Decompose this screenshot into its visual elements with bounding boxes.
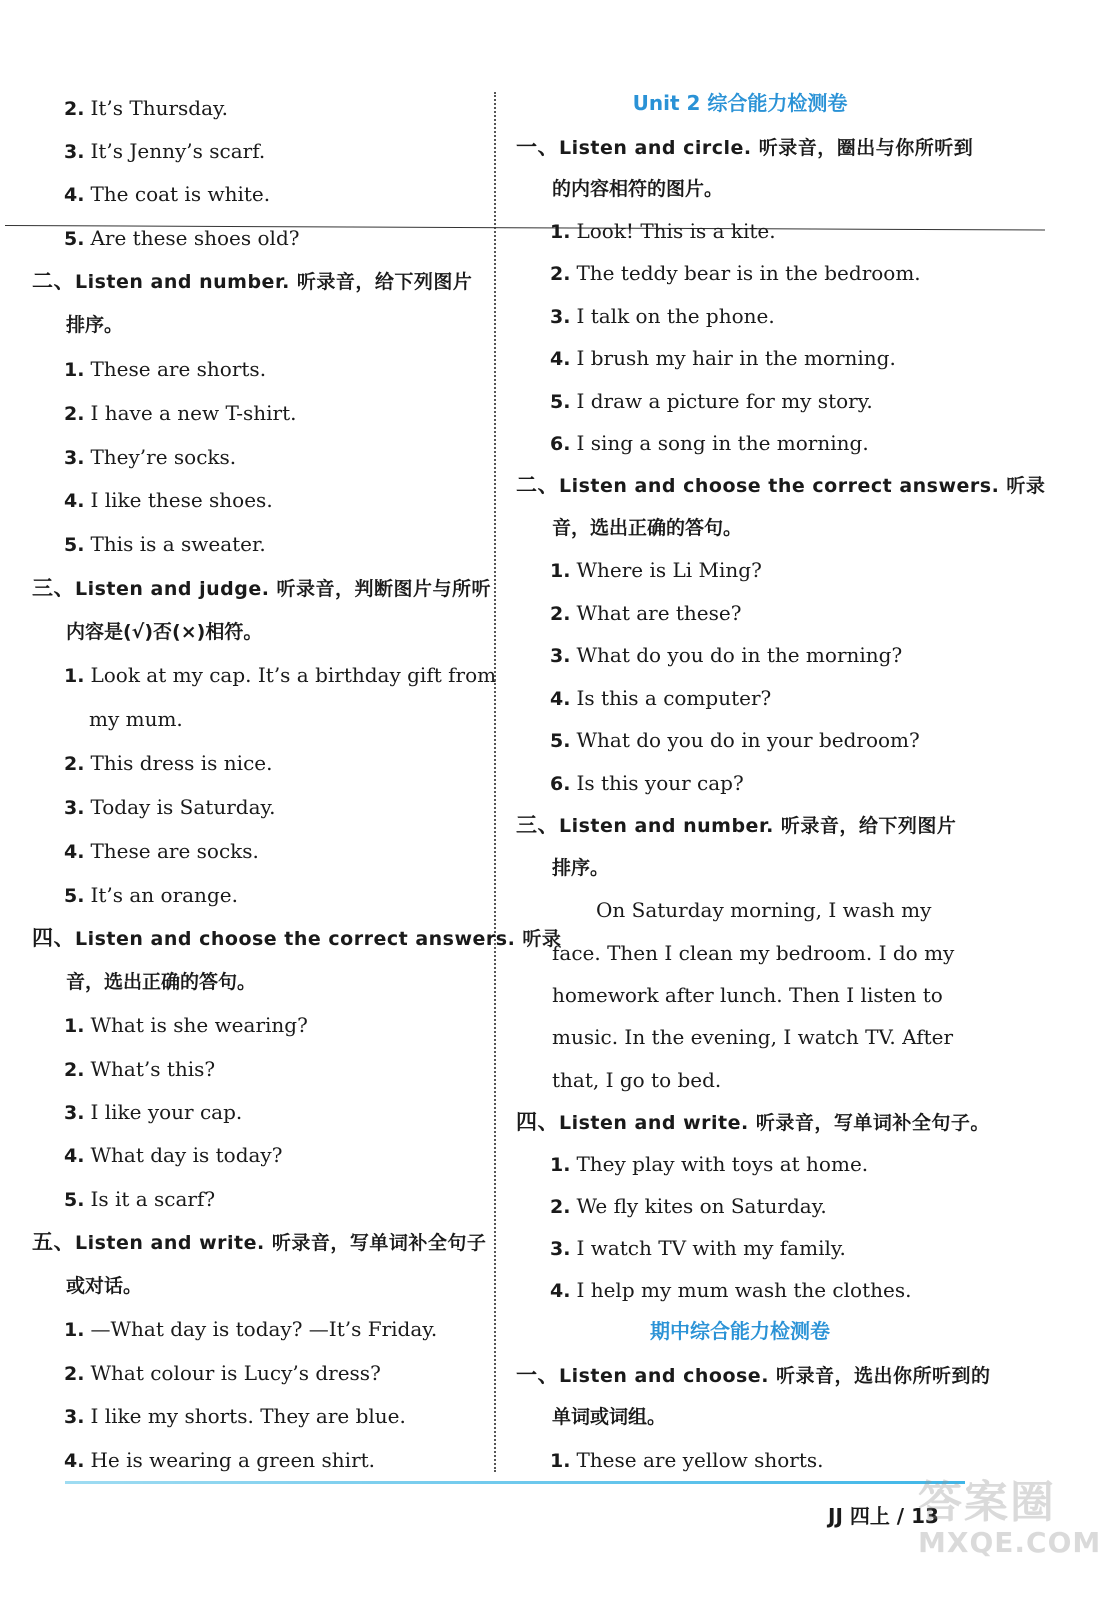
list-item: 1. These are shorts. <box>64 357 267 381</box>
section-heading: 五、Listen and write. 听录音，写单词补全句子 <box>32 1230 487 1254</box>
section-heading-cont: 单词或词组。 <box>552 1406 667 1428</box>
list-item: 2. I have a new T-shirt. <box>64 401 297 425</box>
list-item: 4. These are socks. <box>64 839 259 863</box>
section-heading-cont: 排序。 <box>552 857 610 879</box>
list-item: 2. We fly kites on Saturday. <box>550 1194 827 1218</box>
passage-line: music. In the evening, I watch TV. After <box>552 1025 954 1049</box>
list-item: 2. The teddy bear is in the bedroom. <box>550 261 921 285</box>
section-heading: 一、Listen and circle. 听录音，圈出与你所听到 <box>516 135 974 159</box>
list-item: 1. —What day is today? —It’s Friday. <box>64 1317 438 1341</box>
list-item: 4. I help my mum wash the clothes. <box>550 1278 912 1302</box>
list-item: 3. They’re socks. <box>64 445 237 469</box>
list-item: 1. Look! This is a kite. <box>550 219 776 243</box>
list-item: 3. I like your cap. <box>64 1100 243 1124</box>
section-heading: 二、Listen and choose the correct answers. 听录 <box>516 473 1046 497</box>
list-item: 3. What do you do in the morning? <box>550 643 903 667</box>
list-item: 4. I like these shoes. <box>64 488 273 512</box>
list-item: 1. Look at my cap. It’s a birthday gift from <box>64 663 497 687</box>
section-heading: 三、Listen and number. 听录音，给下列图片 <box>516 813 957 837</box>
list-item: 3. Today is Saturday. <box>64 795 276 819</box>
watermark <box>918 1478 1101 1558</box>
list-item: 2. What colour is Lucy’s dress? <box>64 1361 381 1385</box>
section-heading-cont: 排序。 <box>66 314 124 336</box>
list-item: 2. What’s this? <box>64 1057 216 1081</box>
list-item-cont: my mum. <box>89 707 183 731</box>
section-heading-cont: 音，选出正确的答句。 <box>66 971 257 993</box>
page-footer: JJ 四上 / 13 <box>828 1504 939 1528</box>
list-item: 5. Is it a scarf? <box>64 1187 216 1211</box>
section-heading: 三、Listen and judge. 听录音，判断图片与所听 <box>32 576 492 600</box>
list-item: 2. This dress is nice. <box>64 751 273 775</box>
list-item: 3. It’s Jenny’s scarf. <box>64 139 266 163</box>
section-heading-cont: 音，选出正确的答句。 <box>552 517 743 539</box>
list-item: 5. What do you do in your bedroom? <box>550 728 920 752</box>
list-item: 2. What are these? <box>550 601 742 625</box>
watermark-logo: 答案圈 <box>918 1477 1056 1528</box>
list-item: 4. He is wearing a green shirt. <box>64 1448 376 1472</box>
list-item: 6. Is this your cap? <box>550 771 744 795</box>
section-heading: 四、Listen and choose the correct answers. 听录 <box>32 926 562 950</box>
watermark-url: MXQE.COM <box>918 1526 1101 1559</box>
section-heading: 四、Listen and write. 听录音，写单词补全句子。 <box>516 1110 990 1134</box>
list-item: 1. These are yellow shorts. <box>550 1448 824 1472</box>
list-item: 4. Is this a computer? <box>550 686 772 710</box>
passage-line: face. Then I clean my bedroom. I do my <box>552 941 955 965</box>
section-heading: 二、Listen and number. 听录音，给下列图片 <box>32 269 473 293</box>
list-item: 6. I sing a song in the morning. <box>550 431 869 455</box>
list-item: 1. They play with toys at home. <box>550 1152 869 1176</box>
section-heading-cont: 或对话。 <box>66 1275 143 1297</box>
passage-line: that, I go to bed. <box>552 1068 722 1092</box>
list-item: 5. Are these shoes old? <box>64 226 300 250</box>
page-title: Unit 2 综合能力检测卷 <box>632 91 848 115</box>
section-heading-cont: 内容是(√)否(×)相符。 <box>66 621 263 643</box>
list-item: 3. I like my shorts. They are blue. <box>64 1404 406 1428</box>
list-item: 2. It’s Thursday. <box>64 96 229 120</box>
list-item: 5. This is a sweater. <box>64 532 266 556</box>
section-title: 期中综合能力检测卷 <box>650 1319 830 1343</box>
list-item: 1. Where is Li Ming? <box>550 558 762 582</box>
bottom-rule <box>65 1481 965 1484</box>
list-item: 4. I brush my hair in the morning. <box>550 346 896 370</box>
list-item: 5. It’s an orange. <box>64 883 238 907</box>
list-item: 3. I talk on the phone. <box>550 304 775 328</box>
list-item: 4. The coat is white. <box>64 182 271 206</box>
section-heading: 一、Listen and choose. 听录音，选出你所听到的 <box>516 1363 991 1387</box>
passage-line: homework after lunch. Then I listen to <box>552 983 943 1007</box>
list-item: 3. I watch TV with my family. <box>550 1236 846 1260</box>
passage-line: On Saturday morning, I wash my <box>596 898 932 922</box>
column-divider <box>494 92 496 1472</box>
list-item: 4. What day is today? <box>64 1143 283 1167</box>
list-item: 5. I draw a picture for my story. <box>550 389 873 413</box>
section-heading-cont: 的内容相符的图片。 <box>552 178 724 200</box>
list-item: 1. What is she wearing? <box>64 1013 308 1037</box>
